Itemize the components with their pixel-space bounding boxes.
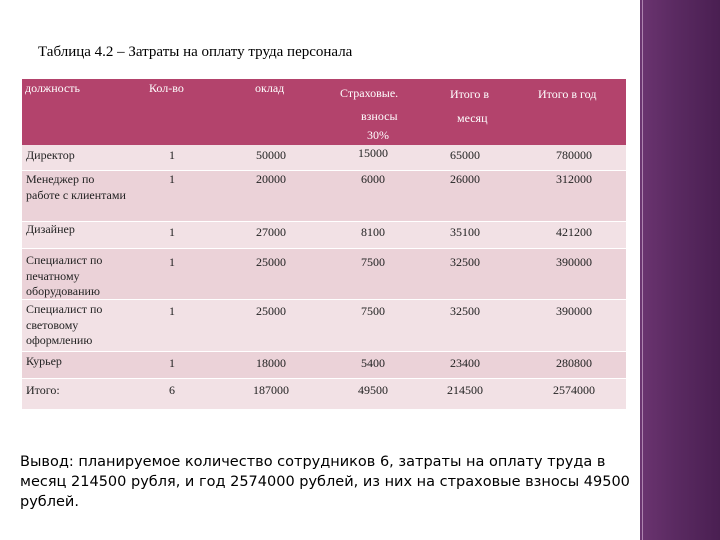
cell-insurance: 49500: [358, 383, 388, 397]
cell-count: 1: [169, 356, 175, 370]
table-header: [22, 79, 626, 145]
cell-position: Специалист по световому оформлению: [26, 302, 103, 347]
header-month-line1: Итого в: [450, 87, 490, 101]
cell-insurance: 7500: [361, 255, 385, 269]
cell-year: 2574000: [553, 383, 595, 397]
cell-position: Специалист по печатному оборудованию: [26, 253, 103, 298]
cell-count: 1: [169, 172, 175, 186]
cell-year: 780000: [556, 148, 592, 162]
cell-count: 6: [169, 383, 175, 397]
header-position: должность: [25, 81, 80, 95]
cell-insurance: 6000: [361, 172, 385, 186]
cell-position: Курьер: [26, 354, 62, 368]
cell-month: 65000: [450, 148, 480, 162]
cell-month: 214500: [447, 383, 483, 397]
cell-salary: 20000: [256, 172, 286, 186]
header-insurance-line2: взносы: [361, 109, 398, 123]
cell-count: 1: [169, 148, 175, 162]
cell-position: Менеджер по работе с клиентами: [26, 172, 126, 202]
cell-year: 280800: [556, 356, 592, 370]
cell-salary: 25000: [256, 255, 286, 269]
table-row-total: [22, 379, 626, 410]
cell-month: 35100: [450, 225, 480, 239]
cell-insurance: 8100: [361, 225, 385, 239]
header-insurance-line3: 30%: [367, 128, 389, 142]
cell-salary: 50000: [256, 148, 286, 162]
decorative-side-panel: [640, 0, 720, 540]
side-panel-border: [642, 0, 643, 540]
table-row: [22, 249, 626, 300]
header-count: Кол-во: [149, 81, 184, 95]
cell-insurance: 7500: [361, 304, 385, 318]
header-insurance-line1: Страховые.: [340, 86, 399, 100]
salary-table: [22, 79, 626, 410]
cell-month: 23400: [450, 356, 480, 370]
cell-year: 421200: [556, 225, 592, 239]
cell-year: 390000: [556, 255, 592, 269]
cell-salary: 25000: [256, 304, 286, 318]
cell-count: 1: [169, 255, 175, 269]
table-row: [22, 300, 626, 352]
cell-salary: 187000: [253, 383, 289, 397]
cell-position: Директор: [26, 148, 75, 162]
table-row: [22, 352, 626, 379]
header-salary: оклад: [255, 81, 285, 95]
cell-insurance: 15000: [358, 146, 388, 160]
table-title: Таблица 4.2 – Затраты на оплату труда персонала: [38, 44, 353, 60]
conclusion-text: Вывод: планируемое количество сотрудников 6, затраты на оплату труда в месяц 214500 рубля, и год 2574000 рублей, из них на страховые взносы 49500 рублей.: [20, 454, 630, 510]
table-row: [22, 222, 626, 249]
cell-month: 26000: [450, 172, 480, 186]
cell-position: Дизайнер: [26, 222, 75, 236]
header-month-line2: месяц: [457, 111, 488, 125]
cell-count: 1: [169, 304, 175, 318]
cell-year: 312000: [556, 172, 592, 186]
cell-month: 32500: [450, 255, 480, 269]
cell-insurance: 5400: [361, 356, 385, 370]
header-year: Итого в год: [538, 87, 597, 101]
table-row: [22, 171, 626, 222]
cell-salary: 18000: [256, 356, 286, 370]
cell-month: 32500: [450, 304, 480, 318]
table-row: [22, 145, 626, 171]
cell-position: Итого:: [26, 383, 60, 397]
cell-salary: 27000: [256, 225, 286, 239]
cell-year: 390000: [556, 304, 592, 318]
cell-count: 1: [169, 225, 175, 239]
